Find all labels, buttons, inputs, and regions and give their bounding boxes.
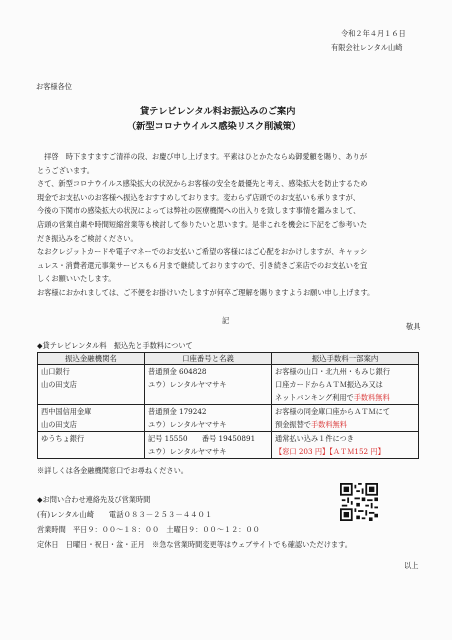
closing-keigu: 敬具 (406, 322, 421, 331)
bank-cell (38, 405, 145, 432)
account-cell (145, 365, 272, 405)
bank-cell (38, 432, 145, 459)
fee-line (275, 445, 415, 458)
table-row (38, 432, 419, 459)
fee-highlight: 手数料無料 (310, 420, 347, 429)
note: ※詳しくは各金融機関窓口でお尋ねください。 (37, 466, 188, 475)
fee-text: お客様の山口・北九州・もみじ銀行 (275, 367, 391, 376)
table-header: 口座番号と名義 (145, 353, 272, 365)
table-header: 振込手数料一部案内 (272, 353, 419, 365)
account-info: 記号 15550 番号 19450891 (148, 434, 256, 443)
account-info: ユウ）レンタルヤマサキ (148, 380, 227, 389)
body-line: だき振込みをご検討ください。 (37, 234, 138, 243)
fee-text: 通常払い込み１件につき (275, 434, 354, 443)
fee-line (275, 365, 415, 378)
body-line: 拝啓 時下ますますご清祥の段、お慶び申し上げます。平素はひとかたならぬ御愛顧を賜り、ありが (37, 152, 368, 161)
body-line: お客様におかれましては、ご不便をお掛けいたしますが何卒ご理解を賜りますようお願い申し上げます。 (37, 288, 375, 297)
bank-name: ゆうちょ銀行 (41, 434, 85, 443)
fee-text: ネットバンキング利用で (275, 393, 354, 402)
transfer-table (37, 352, 419, 459)
account-info: 普通預金 604828 (148, 367, 207, 376)
fee-line (275, 418, 415, 431)
date: 令和２年４月１６日 (341, 29, 406, 38)
fee-text: 預金振替で (275, 420, 311, 429)
account-info: ユウ）レンタルヤマサキ (148, 447, 227, 456)
fee-line (275, 432, 415, 445)
table-row (38, 405, 419, 432)
bank-name: 山口銀行 (41, 367, 70, 376)
body-line: 現金でお支払いのお客様へ振込をおすすめしております。変わらず店頭でのお支払いも承りますが、 (37, 193, 360, 202)
table-row (38, 365, 419, 405)
qr-code-icon (340, 483, 378, 521)
addressee: お客様各位 (36, 82, 72, 91)
body-line: ュレス・消費者還元事業サービスも６月まで継続しておりますので、引き続きご来店でのお支払いを宜 (37, 261, 368, 270)
body-line: とうございます。 (37, 166, 94, 175)
holidays: 定休日 日曜日・祝日・盆・正月 ※急な営業時間変更等はウェブサイトでも確認いただけます。 (37, 540, 352, 549)
page-subtitle: （新型コロナウイルス感染リスク削減策） (127, 121, 301, 132)
bank-name: 山の田支店 (41, 420, 77, 429)
fee-text: 口座カードからＡＴＭ振込み又は (275, 380, 383, 389)
fee-highlight: 手数料無料 (353, 393, 390, 402)
body-line: 今後の下関市の感染拡大の状況によっては弊社の医療機関への出入りを致します事情を鑑みまして、 (37, 206, 361, 215)
ki-marker: 記 (222, 316, 230, 325)
body-line: さて、新型コロナウイルス感染拡大の状況からお客様の安全を最優先と考え、感染拡大を防止するため (37, 179, 368, 188)
section-heading-contact: ◆お問い合わせ連絡先及び営業時間 (37, 495, 151, 504)
fee-highlight: 【窓口 203 円】【ＡＴＭ152 円】 (275, 447, 385, 456)
fee-text: お客様の同金庫口座からＡＴＭにて (275, 407, 391, 416)
end-marker: 以上 (404, 561, 419, 570)
fee-line (275, 378, 415, 391)
section-heading-transfer: ◆貸テレビレンタル料 振込先と手数料について (37, 341, 193, 350)
fee-line (275, 405, 415, 418)
bank-cell (38, 365, 145, 405)
account-info: ユウ）レンタルヤマサキ (148, 420, 227, 429)
body-line: 店頭の営業自粛や時間短縮営業等も検討して参りたいと思います。是非これを機会に下記をご参考いた (37, 220, 368, 229)
table-header: 振込金融機関名 (38, 353, 145, 365)
account-cell (145, 405, 272, 432)
contact-phone: (有)レンタル山崎 電話０８３－２５３－４４０１ (37, 510, 213, 519)
fee-line (275, 391, 415, 404)
fee-cell (272, 432, 419, 459)
page-title: 貸テレビレンタル料お振込みのご案内 (140, 106, 296, 117)
account-cell (145, 432, 272, 459)
fee-cell (272, 365, 419, 405)
account-info: 普通預金 179242 (148, 407, 207, 416)
body-line: なおクレジットカードや電子マネーでのお支払いご希望の客様にはご心配をおかけしますが、キャッシ (37, 247, 368, 256)
table-header-row (38, 353, 419, 365)
company-name: 有限会社レンタル山崎 (331, 43, 403, 52)
fee-cell (272, 405, 419, 432)
business-hours: 営業時間 平日９：００～１８：００ 土曜日９：００～１２：００ (37, 525, 260, 534)
body-line: しくお願いいたします。 (37, 274, 116, 283)
bank-name: 西中国信用金庫 (41, 407, 92, 416)
bank-name: 山の田支店 (41, 380, 77, 389)
